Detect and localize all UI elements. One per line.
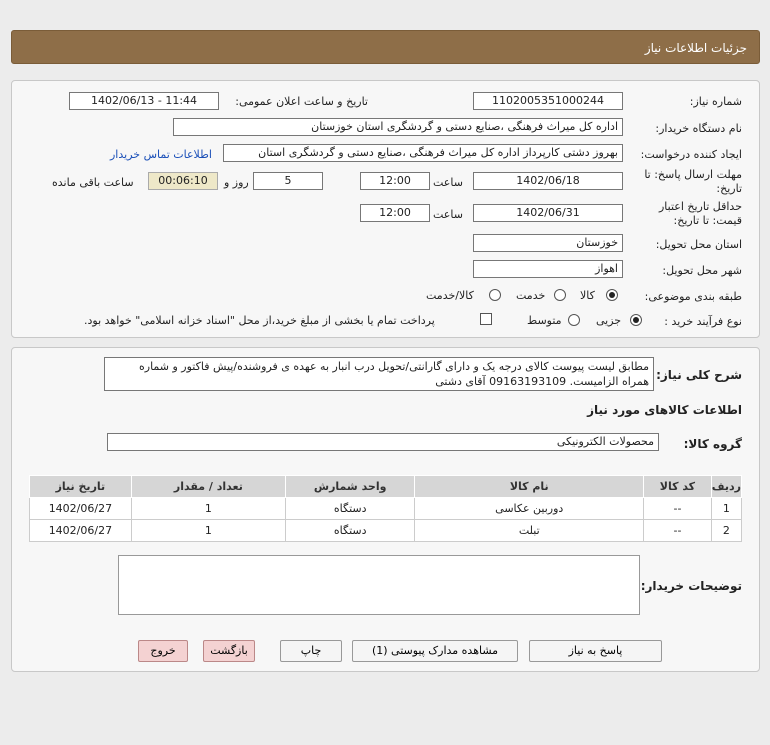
col-item-name: نام کالا — [415, 476, 644, 498]
remaining-time-label: ساعت باقی مانده — [52, 176, 134, 189]
goods-group-label: گروه کالا: — [683, 437, 742, 451]
category-goods-service-label: کالا/خدمت — [426, 289, 474, 302]
process-medium-label: متوسط — [527, 314, 562, 327]
validity-label-date: قیمت: تا تاریخ: — [673, 214, 742, 227]
reply-date-field: 1402/06/18 — [473, 172, 623, 190]
category-goods-radio[interactable] — [606, 289, 618, 301]
process-medium-radio[interactable] — [568, 314, 580, 326]
announce-label: تاریخ و ساعت اعلان عمومی: — [235, 95, 368, 108]
category-service-radio[interactable] — [554, 289, 566, 301]
category-label: طبقه بندی موضوعی: — [644, 290, 742, 303]
process-label: نوع فرآیند خرید : — [664, 315, 742, 328]
days-label: روز و — [224, 176, 249, 189]
reply-deadline-label: مهلت ارسال پاسخ: تا — [644, 168, 742, 181]
table-header-row — [30, 476, 742, 498]
buyer-notes-box — [118, 555, 640, 615]
col-need-date: تاریخ نیاز — [30, 476, 132, 498]
need-number-label: شماره نیاز: — [689, 95, 742, 108]
cell-item-code: -- — [644, 520, 712, 542]
cell-unit: دستگاه — [285, 498, 414, 520]
reply-deadline-label-date: تاریخ: — [716, 182, 742, 195]
buyer-notes-label: توضیحات خریدار: — [640, 579, 742, 593]
back-button[interactable]: بازگشت — [203, 640, 255, 662]
province-label: استان محل تحویل: — [655, 238, 742, 251]
cell-quantity: 1 — [131, 498, 285, 520]
remaining-time-field: 00:06:10 — [148, 172, 218, 190]
category-goods-service-radio[interactable] — [489, 289, 501, 301]
requester-field: بهروز دشتی کارپرداز اداره کل میراث فرهنگی ،صنایع دستی و گردشگری استان — [223, 144, 623, 162]
category-goods-label: کالا — [580, 289, 595, 302]
treasury-note: پرداخت تمام یا بخشی از مبلغ خرید،از محل "اسناد خزانه اسلامی" خواهد بود. — [84, 314, 435, 327]
reply-button[interactable]: پاسخ به نیاز — [529, 640, 662, 662]
cell-row-number: 2 — [711, 520, 741, 542]
buyer-org-label: نام دستگاه خریدار: — [655, 122, 742, 135]
goods-table — [29, 475, 742, 542]
col-quantity: تعداد / مقدار — [131, 476, 285, 498]
need-number-field: 1102005351000244 — [473, 92, 623, 110]
city-label: شهر محل تحویل: — [662, 264, 742, 277]
summary-text: مطابق لیست پیوست کالای درجه یک و دارای گارانتی/تحویل درب انبار به عهده ی فروشنده/پیش فاکتور و شماره همراه الزامیست. 09163193109 آقای دشتی — [104, 357, 654, 391]
announce-field: 1402/06/13 - 11:44 — [69, 92, 219, 110]
validity-label: حداقل تاریخ اعتبار — [658, 200, 742, 213]
treasury-checkbox[interactable] — [480, 313, 492, 325]
attachments-button[interactable]: مشاهده مدارک پیوستی (1) — [352, 640, 518, 662]
goods-group-field: محصولات الکترونیکی — [107, 433, 659, 451]
table-row — [30, 498, 742, 520]
validity-time-field: 12:00 — [360, 204, 430, 222]
category-service-label: خدمت — [516, 289, 546, 302]
cell-item-name: دوربین عکاسی — [415, 498, 644, 520]
validity-time-label: ساعت — [433, 208, 463, 221]
summary-label: شرح کلی نیاز: — [656, 368, 742, 382]
province-field: خوزستان — [473, 234, 623, 252]
goods-info-title: اطلاعات کالاهای مورد نیاز — [587, 403, 742, 417]
exit-button[interactable]: خروج — [138, 640, 188, 662]
buyer-contact-link[interactable]: اطلاعات تماس خریدار — [110, 148, 212, 161]
cell-unit: دستگاه — [285, 520, 414, 542]
page-title: جزئیات اطلاعات نیاز — [644, 41, 747, 55]
col-item-code: کد کالا — [644, 476, 712, 498]
cell-item-code: -- — [644, 498, 712, 520]
city-field: اهواز — [473, 260, 623, 278]
cell-item-name: تبلت — [415, 520, 644, 542]
cell-quantity: 1 — [131, 520, 285, 542]
table-row — [30, 520, 742, 542]
col-unit: واحد شمارش — [285, 476, 414, 498]
process-minor-label: جزیی — [596, 314, 622, 327]
col-row-number: ردیف — [711, 476, 741, 498]
requester-label: ایجاد کننده درخواست: — [640, 148, 742, 161]
buyer-org-field: اداره کل میراث فرهنگی ،صنایع دستی و گردشگری استان خوزستان — [173, 118, 623, 136]
days-field: 5 — [253, 172, 323, 190]
cell-need-date: 1402/06/27 — [30, 498, 132, 520]
reply-time-label: ساعت — [433, 176, 463, 189]
reply-time-field: 12:00 — [360, 172, 430, 190]
process-minor-radio[interactable] — [630, 314, 642, 326]
cell-row-number: 1 — [711, 498, 741, 520]
cell-need-date: 1402/06/27 — [30, 520, 132, 542]
validity-date-field: 1402/06/31 — [473, 204, 623, 222]
print-button[interactable]: چاپ — [280, 640, 342, 662]
page-header — [11, 30, 760, 64]
